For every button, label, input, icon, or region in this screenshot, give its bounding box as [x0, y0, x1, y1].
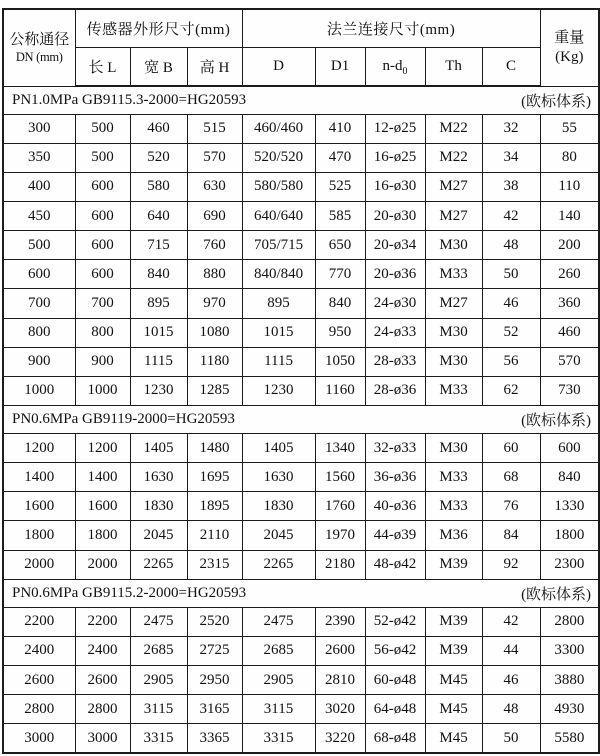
table-row [3, 521, 599, 550]
cell-d1: 2390 [315, 607, 365, 636]
cell-n-d0: 28-ø36 [365, 376, 425, 405]
cell-weight: 110 [540, 172, 599, 201]
cell-length-l: 3000 [75, 724, 130, 753]
cell-height-h: 630 [187, 172, 242, 201]
section-note: (欧标体系) [521, 586, 592, 603]
cell-width-b: 1405 [130, 434, 187, 463]
column-group-sensor-dimensions: 传感器外形尺寸(mm) [75, 9, 242, 47]
cell-length-l: 900 [75, 347, 130, 376]
cell-d1: 1760 [315, 492, 365, 521]
cell-d1: 770 [315, 260, 365, 289]
cell-width-b: 1015 [130, 318, 187, 347]
table-row [3, 202, 599, 231]
cell-c: 76 [482, 492, 540, 521]
cell-d: 580/580 [242, 172, 315, 201]
table-row [3, 463, 599, 492]
cell-d: 460/460 [242, 114, 315, 143]
cell-th: M45 [425, 695, 482, 724]
cell-length-l: 2600 [75, 666, 130, 695]
column-header-th: Th [425, 47, 482, 86]
cell-length-l: 800 [75, 318, 130, 347]
cell-dn: 2000 [3, 550, 75, 579]
cell-c: 68 [482, 463, 540, 492]
cell-length-l: 2000 [75, 550, 130, 579]
cell-height-h: 2725 [187, 636, 242, 665]
cell-d: 1405 [242, 434, 315, 463]
cell-n-d0: 16-ø25 [365, 143, 425, 172]
cell-d1: 585 [315, 202, 365, 231]
section-header-cell [3, 405, 599, 433]
table-row [3, 434, 599, 463]
cell-d: 3115 [242, 695, 315, 724]
cell-height-h: 1480 [187, 434, 242, 463]
cell-n-d0: 20-ø30 [365, 202, 425, 231]
section-note: (欧标体系) [521, 93, 592, 110]
cell-d1: 1340 [315, 434, 365, 463]
cell-th: M33 [425, 492, 482, 521]
cell-dn: 600 [3, 260, 75, 289]
cell-d: 2045 [242, 521, 315, 550]
cell-n-d0: 12-ø25 [365, 114, 425, 143]
header-row-subcolumns [3, 47, 599, 86]
cell-width-b: 2265 [130, 550, 187, 579]
cell-c: 50 [482, 724, 540, 753]
cell-length-l: 500 [75, 143, 130, 172]
cell-d1: 525 [315, 172, 365, 201]
cell-length-l: 1000 [75, 376, 130, 405]
cell-c: 62 [482, 376, 540, 405]
cell-height-h: 2315 [187, 550, 242, 579]
cell-th: M39 [425, 550, 482, 579]
cell-weight: 570 [540, 347, 599, 376]
cell-th: M36 [425, 521, 482, 550]
cell-height-h: 1695 [187, 463, 242, 492]
section-note: (欧标体系) [521, 412, 592, 429]
cell-length-l: 2400 [75, 636, 130, 665]
cell-width-b: 1830 [130, 492, 187, 521]
section-standard: GB9115.3-2000=HG20593 [82, 91, 247, 108]
cell-weight: 3880 [540, 666, 599, 695]
cell-width-b: 2685 [130, 636, 187, 665]
cell-dn: 700 [3, 289, 75, 318]
table-row [3, 695, 599, 724]
section-pressure-rating: PN0.6MPa [12, 584, 79, 601]
table-row [3, 492, 599, 521]
cell-d1: 950 [315, 318, 365, 347]
cell-height-h: 690 [187, 202, 242, 231]
cell-height-h: 2520 [187, 607, 242, 636]
cell-c: 60 [482, 434, 540, 463]
cell-dn: 450 [3, 202, 75, 231]
cell-dn: 2600 [3, 666, 75, 695]
cell-height-h: 3165 [187, 695, 242, 724]
cell-d: 840/840 [242, 260, 315, 289]
section-header-content [4, 409, 598, 430]
nominal-diameter-label: 公称通径 [9, 31, 70, 48]
cell-n-d0: 24-ø30 [365, 289, 425, 318]
cell-dn: 2200 [3, 607, 75, 636]
cell-length-l: 1200 [75, 434, 130, 463]
cell-length-l: 2200 [75, 607, 130, 636]
cell-width-b: 520 [130, 143, 187, 172]
column-header-n-d0: $n-d_0$ [365, 47, 425, 86]
cell-th: M27 [425, 289, 482, 318]
table-row [3, 550, 599, 579]
cell-height-h: 1180 [187, 347, 242, 376]
cell-th: M39 [425, 607, 482, 636]
cell-d: 1115 [242, 347, 315, 376]
cell-height-h: 880 [187, 260, 242, 289]
table-row [3, 114, 599, 143]
cell-d: 520/520 [242, 143, 315, 172]
cell-weight: 360 [540, 289, 599, 318]
cell-n-d0: 16-ø30 [365, 172, 425, 201]
section-header-content [4, 583, 598, 604]
cell-width-b: 2045 [130, 521, 187, 550]
cell-c: 46 [482, 289, 540, 318]
table-row [3, 318, 599, 347]
cell-th: M30 [425, 347, 482, 376]
cell-c: 38 [482, 172, 540, 201]
cell-weight: 260 [540, 260, 599, 289]
column-header-c: C [482, 47, 540, 86]
cell-height-h: 1285 [187, 376, 242, 405]
cell-height-h: 3365 [187, 724, 242, 753]
flange-dimension-table [2, 8, 600, 754]
cell-weight: 200 [540, 231, 599, 260]
cell-th: M22 [425, 143, 482, 172]
table-row [3, 143, 599, 172]
cell-d: 2475 [242, 607, 315, 636]
cell-c: 84 [482, 521, 540, 550]
table-row [3, 231, 599, 260]
cell-n-d0: 60-ø48 [365, 666, 425, 695]
cell-n-d0: 32-ø33 [365, 434, 425, 463]
cell-d1: 650 [315, 231, 365, 260]
cell-width-b: 640 [130, 202, 187, 231]
cell-d1: 2600 [315, 636, 365, 665]
cell-weight: 55 [540, 114, 599, 143]
cell-weight: 4930 [540, 695, 599, 724]
cell-th: M30 [425, 434, 482, 463]
cell-height-h: 1080 [187, 318, 242, 347]
nominal-diameter-unit: DN (mm) [15, 49, 63, 64]
table-row [3, 289, 599, 318]
cell-weight: 1330 [540, 492, 599, 521]
cell-n-d0: 64-ø48 [365, 695, 425, 724]
cell-weight: 80 [540, 143, 599, 172]
table-row [3, 376, 599, 405]
cell-c: 44 [482, 636, 540, 665]
weight-unit: (Kg) [555, 48, 584, 65]
cell-th: M27 [425, 202, 482, 231]
cell-width-b: 2475 [130, 607, 187, 636]
cell-weight: 2800 [540, 607, 599, 636]
cell-d: 1630 [242, 463, 315, 492]
cell-weight: 3300 [540, 636, 599, 665]
cell-length-l: 1400 [75, 463, 130, 492]
cell-dn: 1200 [3, 434, 75, 463]
cell-d1: 3020 [315, 695, 365, 724]
cell-length-l: 1600 [75, 492, 130, 521]
column-group-flange-dimensions: 法兰连接尺寸(mm) [242, 9, 540, 47]
cell-n-d0: 20-ø36 [365, 260, 425, 289]
cell-weight: 730 [540, 376, 599, 405]
table-row [3, 607, 599, 636]
table-row [3, 347, 599, 376]
cell-c: 48 [482, 695, 540, 724]
column-header-nominal-diameter [3, 9, 75, 86]
cell-th: M45 [425, 666, 482, 695]
cell-width-b: 840 [130, 260, 187, 289]
column-header-d: D [242, 47, 315, 86]
cell-d1: 2180 [315, 550, 365, 579]
column-header-d1: D1 [315, 47, 365, 86]
cell-th: M33 [425, 463, 482, 492]
cell-dn: 300 [3, 114, 75, 143]
cell-th: M45 [425, 724, 482, 753]
cell-dn: 900 [3, 347, 75, 376]
column-header-height-h: 高 H [187, 47, 242, 86]
cell-dn: 400 [3, 172, 75, 201]
cell-c: 46 [482, 666, 540, 695]
section-pressure-rating: PN1.0MPa [12, 91, 79, 108]
cell-n-d0: 52-ø42 [365, 607, 425, 636]
cell-n-d0: 44-ø39 [365, 521, 425, 550]
cell-c: 48 [482, 231, 540, 260]
table-row [3, 636, 599, 665]
cell-d1: 410 [315, 114, 365, 143]
cell-c: 52 [482, 318, 540, 347]
table-row [3, 260, 599, 289]
cell-length-l: 600 [75, 260, 130, 289]
cell-weight: 460 [540, 318, 599, 347]
cell-height-h: 570 [187, 143, 242, 172]
cell-c: 32 [482, 114, 540, 143]
cell-d1: 1970 [315, 521, 365, 550]
weight-label: 重量 [554, 29, 585, 46]
cell-d1: 840 [315, 289, 365, 318]
cell-height-h: 515 [187, 114, 242, 143]
cell-n-d0: 68-ø48 [365, 724, 425, 753]
cell-dn: 1000 [3, 376, 75, 405]
cell-width-b: 2905 [130, 666, 187, 695]
cell-dn: 800 [3, 318, 75, 347]
cell-length-l: 700 [75, 289, 130, 318]
cell-width-b: 895 [130, 289, 187, 318]
cell-length-l: 600 [75, 231, 130, 260]
cell-th: M39 [425, 636, 482, 665]
cell-dn: 1400 [3, 463, 75, 492]
column-header-width-b: 宽 B [130, 47, 187, 86]
cell-dn: 1600 [3, 492, 75, 521]
cell-weight: 5580 [540, 724, 599, 753]
section-standard: GB9115.2-2000=HG20593 [82, 584, 247, 601]
cell-d1: 1050 [315, 347, 365, 376]
cell-d1: 2810 [315, 666, 365, 695]
cell-weight: 1800 [540, 521, 599, 550]
cell-th: M33 [425, 260, 482, 289]
cell-d: 1015 [242, 318, 315, 347]
section-header-cell [3, 86, 599, 114]
cell-c: 56 [482, 347, 540, 376]
cell-dn: 350 [3, 143, 75, 172]
cell-n-d0: 28-ø33 [365, 347, 425, 376]
cell-length-l: 1800 [75, 521, 130, 550]
cell-weight: 840 [540, 463, 599, 492]
cell-height-h: 2110 [187, 521, 242, 550]
table-row [3, 724, 599, 753]
cell-d1: 3220 [315, 724, 365, 753]
cell-length-l: 500 [75, 114, 130, 143]
cell-dn: 3000 [3, 724, 75, 753]
cell-n-d0: 48-ø42 [365, 550, 425, 579]
cell-width-b: 1115 [130, 347, 187, 376]
cell-c: 50 [482, 260, 540, 289]
cell-n-d0: 40-ø36 [365, 492, 425, 521]
table-row [3, 666, 599, 695]
cell-n-d0: 24-ø33 [365, 318, 425, 347]
cell-width-b: 1630 [130, 463, 187, 492]
column-header-weight [540, 9, 599, 86]
cell-n-d0: 56-ø42 [365, 636, 425, 665]
cell-height-h: 2950 [187, 666, 242, 695]
cell-c: 34 [482, 143, 540, 172]
cell-d: 2905 [242, 666, 315, 695]
cell-height-h: 970 [187, 289, 242, 318]
cell-length-l: 600 [75, 172, 130, 201]
cell-width-b: 3115 [130, 695, 187, 724]
cell-weight: 2300 [540, 550, 599, 579]
cell-c: 42 [482, 202, 540, 231]
cell-dn: 1800 [3, 521, 75, 550]
cell-width-b: 715 [130, 231, 187, 260]
cell-th: M30 [425, 231, 482, 260]
cell-d: 3315 [242, 724, 315, 753]
cell-width-b: 3315 [130, 724, 187, 753]
section-header-content [4, 90, 598, 111]
section-header-row [3, 579, 599, 607]
cell-dn: 500 [3, 231, 75, 260]
column-header-length-l: 长 L [75, 47, 130, 86]
header-row-groups [3, 9, 599, 47]
cell-width-b: 580 [130, 172, 187, 201]
cell-d1: 470 [315, 143, 365, 172]
cell-d: 2265 [242, 550, 315, 579]
section-header-row [3, 405, 599, 433]
cell-th: M33 [425, 376, 482, 405]
cell-height-h: 1895 [187, 492, 242, 521]
cell-n-d0: 36-ø36 [365, 463, 425, 492]
cell-c: 42 [482, 607, 540, 636]
section-header-row [3, 86, 599, 114]
cell-dn: 2400 [3, 636, 75, 665]
cell-d1: 1560 [315, 463, 365, 492]
section-pressure-rating: PN0.6MPa [12, 410, 79, 427]
cell-d: 1830 [242, 492, 315, 521]
cell-n-d0: 20-ø34 [365, 231, 425, 260]
cell-d: 2685 [242, 636, 315, 665]
cell-dn: 2800 [3, 695, 75, 724]
cell-d1: 1160 [315, 376, 365, 405]
cell-th: M22 [425, 114, 482, 143]
cell-length-l: 600 [75, 202, 130, 231]
cell-length-l: 2800 [75, 695, 130, 724]
section-header-cell [3, 579, 599, 607]
cell-weight: 140 [540, 202, 599, 231]
cell-th: M30 [425, 318, 482, 347]
cell-width-b: 460 [130, 114, 187, 143]
cell-d: 895 [242, 289, 315, 318]
cell-width-b: 1230 [130, 376, 187, 405]
cell-weight: 600 [540, 434, 599, 463]
cell-d: 1230 [242, 376, 315, 405]
cell-height-h: 760 [187, 231, 242, 260]
cell-c: 92 [482, 550, 540, 579]
section-standard: GB9119-2000=HG20593 [82, 410, 235, 427]
cell-d: 705/715 [242, 231, 315, 260]
cell-d: 640/640 [242, 202, 315, 231]
table-row [3, 172, 599, 201]
cell-th: M27 [425, 172, 482, 201]
